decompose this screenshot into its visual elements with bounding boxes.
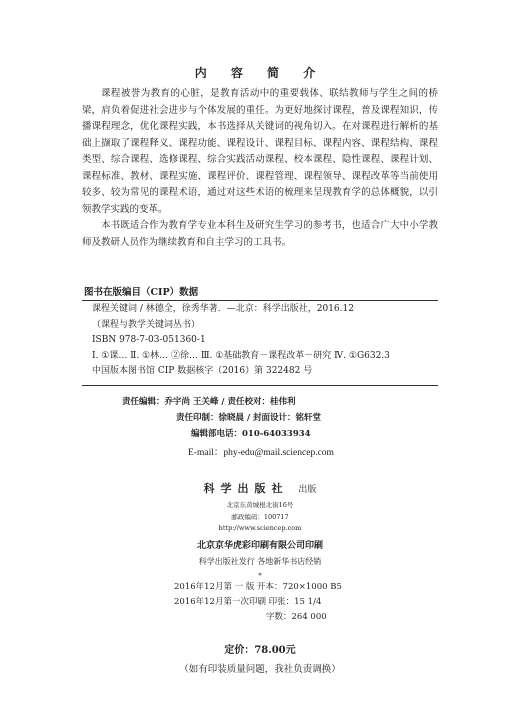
publisher-name: 科学出版社 bbox=[203, 482, 289, 495]
quality-notice: （如有印装质量问题，我社负责调换） bbox=[179, 664, 341, 675]
editor-credit: 责任编辑：乔宇尚 王关峰 / 责任校对：桂伟利 bbox=[122, 397, 296, 407]
cip-line-isbn: ISBN 978-7-03-051360-1 bbox=[92, 335, 206, 345]
editorial-email: E-mail：phy-edu@mail.sciencep.com bbox=[188, 448, 334, 458]
intro-paragraph-1: 课程被誉为教育的心脏，是教育活动中的重要载体、联结教师与学生之间的桥梁，肩负着促进社会进步与个体发展的重任。为更好地探讨课程，普及课程知识，传播课程理念，优化课程实践，本书选择从关键词的视角切入。在对课程进行解析的基础上撷取了课程释义、课程功能、课程设计、课程目标、课程内容、课程结构、课程类型、综合课程、选修课程、综合实践活动课程、校本课程、隐性课程、课程计划、课程标准、教材、课程实施、课程评价、课程管理、课程领导、课程改革等当前使用较多、较为常见的课程术语，通过对这些术语的梳理来呈现教育学的总体概貌，以引领教学实践的变革。 bbox=[82, 88, 438, 215]
publisher-suffix: 出版 bbox=[298, 485, 317, 495]
publisher-address: 北京东黄城根北街16号 bbox=[226, 501, 294, 509]
cip-line-classification: Ⅰ. ①课… Ⅱ. ①林… ②徐… Ⅲ. ①基础教育－课程改革－研究 Ⅳ. ①G632.3 bbox=[92, 350, 390, 361]
cip-block bbox=[92, 302, 438, 380]
intro-paragraph-2: 本书既适合作为教育学专业本科生及研究生学习的参考书，也适合广大中小学教师及教研人员作为继续教育和自主学习的工具书。 bbox=[82, 220, 438, 248]
cip-line-title: 课程关键词 / 林德全，徐秀华著．—北京：科学出版社，2016.12 bbox=[92, 304, 354, 314]
cip-line-series: （课程与教学关键词丛书） bbox=[92, 319, 201, 330]
intro-body bbox=[82, 86, 438, 251]
publisher-website: http://www.sciencep.com bbox=[218, 524, 302, 532]
intro-title: 内 容 简 介 bbox=[194, 66, 326, 80]
edition-block bbox=[174, 580, 342, 625]
cip-header: 图书在版编目（CIP）数据 bbox=[84, 287, 199, 298]
cip-line-record: 中国版本图书馆 CIP 数据核字（2016）第 322482 号 bbox=[92, 366, 313, 376]
print-design-credit: 责任印制：徐晓晨 / 封面设计：铭轩堂 bbox=[176, 413, 322, 423]
editorial-phone: 编辑部电话：010-64033934 bbox=[191, 429, 311, 439]
price: 定价：78.00元 bbox=[224, 645, 296, 656]
printer: 北京京华虎彩印刷有限公司印刷 bbox=[196, 541, 323, 551]
word-count: 字数：264 000 bbox=[266, 612, 327, 622]
separator-star: * bbox=[258, 572, 262, 580]
edition-line: 2016年12月第 一 版 开本：720×1000 B5 bbox=[174, 582, 342, 592]
publisher-postcode: 邮政编码：100717 bbox=[231, 513, 289, 521]
distribution: 科学出版社发行 各地新华书店经销 bbox=[198, 557, 322, 566]
cip-bottom-rule bbox=[82, 385, 438, 386]
cip-top-rule bbox=[82, 300, 438, 301]
printing-line: 2016年12月第一次印刷 印张：15 1/4 bbox=[174, 597, 322, 607]
publisher-name-line bbox=[0, 480, 520, 496]
